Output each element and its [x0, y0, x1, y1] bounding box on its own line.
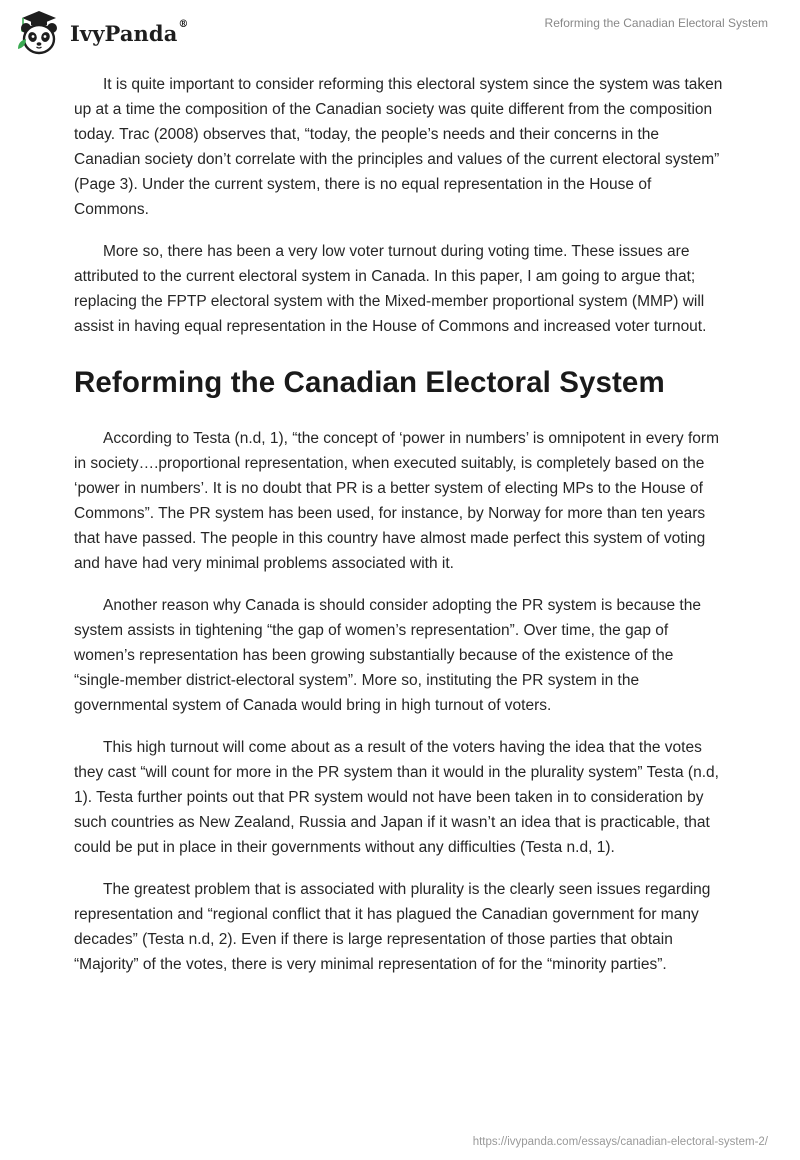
brand-name: IvyPanda®	[70, 18, 189, 46]
brand-logo[interactable]	[14, 9, 189, 57]
paragraph-section-3: This high turnout will come about as a result of the voters having the idea that the votes they cast “will count for more in the PR system than it would in the plurality system” Testa (n.d, 1). Testa further points out that PR system would not have been taken in to consideration by such countries as New Zealand, Russia and Japan if it wasn’t an idea that is practicable, that could be put in place in their governments without any difficulties (Testa n.d, 1).	[74, 739, 719, 856]
paragraph-intro-1: It is quite important to consider reforming this electoral system since the system was taken up at a time the composition of the Canadian society was quite different from the composition today. Trac (2008) observes that, “today, the people’s needs and their concerns in the Canadian society don’t correlate with the principles and values of the current electoral system” (Page 3). Under the current system, there is no equal representation in the House of Commons.	[74, 76, 723, 218]
essay-content	[74, 72, 728, 994]
paragraph-section-4: The greatest problem that is associated with plurality is the clearly seen issues regarding representation and “regional conflict that it has plagued the Canadian government for many decades” (Testa n.d, 2). Even if there is large representation of those parties that obtain “Majority” of the votes, there is very minimal representation of for the “minority parties”.	[74, 881, 711, 973]
header-document-title: Reforming the Canadian Electoral System	[544, 16, 768, 30]
panda-graduate-icon	[14, 9, 64, 57]
section-heading: Reforming the Canadian Electoral System	[74, 366, 665, 399]
page-header	[0, 0, 800, 64]
paragraph-section-1: According to Testa (n.d, 1), “the concept of ‘power in numbers’ is omnipotent in every form in society….proportional representation, when executed suitably, is completely based on the ‘power in numbers’. It is no doubt that PR is a better system of electing MPs to the House of Commons”. The PR system has been used, for instance, by Norway for more than ten years that have passed. The people in this country have almost made perfect this system of voting and have had very minimal problems associated with it.	[74, 430, 719, 572]
footer-source-url[interactable]: https://ivypanda.com/essays/canadian-electoral-system-2/	[472, 1136, 768, 1148]
paragraph-section-2: Another reason why Canada is should consider adopting the PR system is because the system assists in tightening “the gap of women’s representation”. Over time, the gap of women’s representation has been growing substantially because of the existence of the “single-member district-electoral system”. More so, instituting the PR system in the governmental system of Canada would bring in high turnout of voters.	[74, 597, 701, 714]
paragraph-intro-2: More so, there has been a very low voter turnout during voting time. These issues are attributed to the current electoral system in Canada. In this paper, I am going to argue that; replacing the FPTP electoral system with the Mixed-member proportional system (MMP) will assist in having equal representation in the House of Commons and increased voter turnout.	[74, 243, 707, 335]
